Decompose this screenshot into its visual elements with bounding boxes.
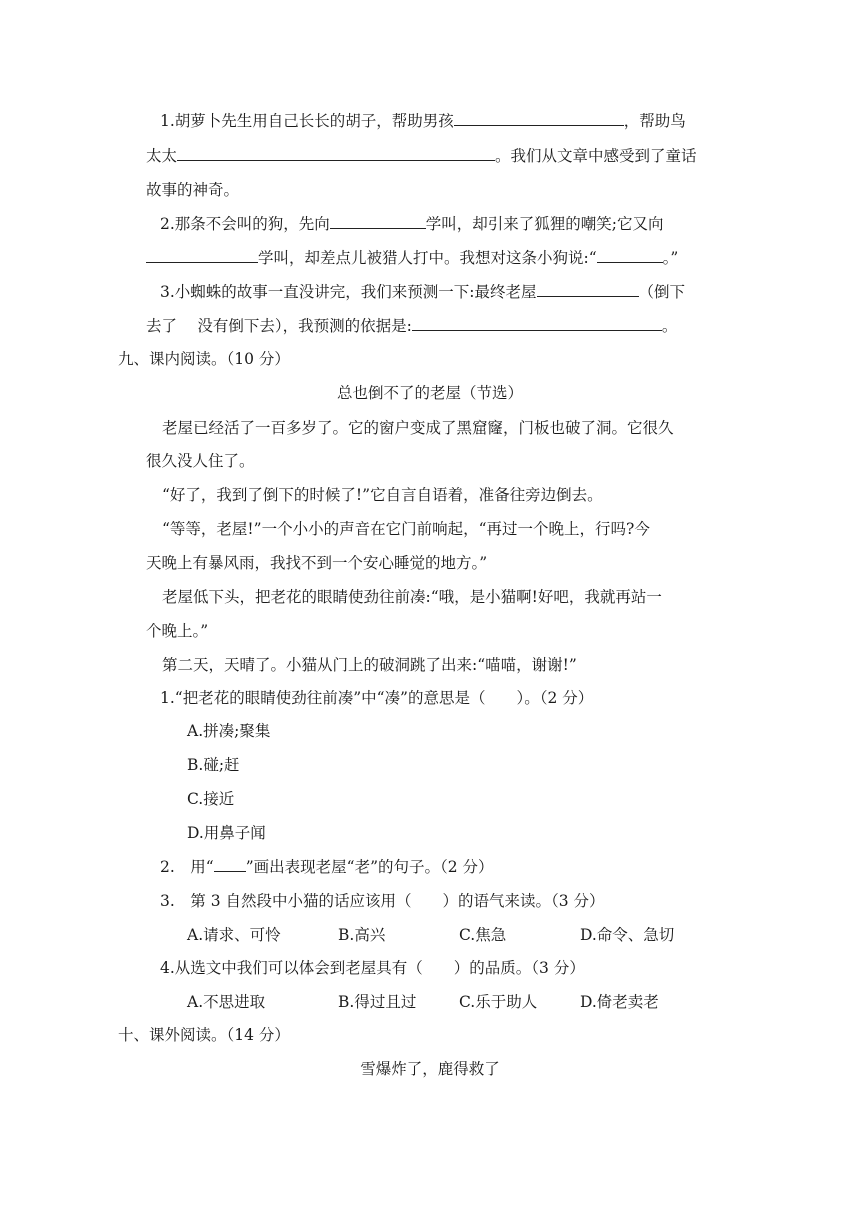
section9-title: 总也倒不了的老屋（节选） — [336, 384, 523, 402]
paragraph-line: “等等，老屋!”一个小小的声音在它门前响起，“再过一个晚上，行吗?今 — [162, 520, 650, 538]
answer-blank[interactable] — [454, 111, 624, 126]
answer-blank[interactable] — [597, 248, 663, 263]
section10-title: 雪爆炸了，鹿得救了 — [360, 1060, 500, 1078]
fill-q1-line2 — [146, 146, 697, 166]
fill-q2-line1 — [160, 214, 664, 234]
fill-q1-text-e: 故事的神奇。 — [146, 181, 240, 199]
question-4-option-c[interactable]: C.乐于助人 — [459, 993, 538, 1011]
fill-q1-text-a: 1.胡萝卜先生用自己长长的胡子，帮助男孩 — [160, 112, 454, 130]
question-3-stem: 3. 第 3 自然段中小猫的话应该用（ ）的语气来读。（3 分） — [160, 892, 605, 910]
answer-blank[interactable] — [146, 248, 258, 263]
question-2-text-b: ”画出表现老屋“老”的句子。（2 分） — [245, 858, 494, 876]
question-2-stem — [160, 857, 494, 877]
fill-q3-text-c: 去了 没有倒下去），我预测的依据是: — [146, 317, 412, 335]
fill-q1-text-c: 太太 — [146, 147, 178, 165]
answer-blank[interactable] — [330, 214, 426, 229]
answer-blank[interactable] — [177, 146, 495, 161]
paragraph-line: 很久没人住了。 — [146, 452, 255, 470]
question-3-option-d[interactable]: D.命令、急切 — [580, 926, 675, 944]
underline-sample — [214, 857, 246, 872]
fill-q3-text-b: （倒下 — [638, 283, 686, 301]
paragraph-line: 第二天，天晴了。小猫从门上的破洞跳了出来:“喵喵，谢谢!” — [162, 656, 577, 674]
fill-q2-line2 — [146, 248, 678, 268]
paragraph-line: 个晚上。” — [146, 622, 209, 640]
question-3-option-a[interactable]: A.请求、可怜 — [187, 926, 281, 944]
question-1-option-c[interactable]: C.接近 — [187, 790, 235, 808]
fill-q2-text-d: 。” — [662, 249, 679, 267]
paragraph-line: 老屋已经活了一百多岁了。它的窗户变成了黑窟窿，门板也破了洞。它很久 — [162, 419, 674, 437]
fill-q3-line2 — [146, 316, 677, 336]
question-2-text-a: 2. 用“ — [160, 858, 214, 876]
question-4-option-d[interactable]: D.倚老卖老 — [580, 993, 659, 1011]
answer-blank[interactable] — [537, 282, 639, 297]
fill-q2-text-a: 2.那条不会叫的狗，先向 — [160, 215, 330, 233]
fill-q1-line1 — [160, 111, 686, 131]
section9-heading: 九、课内阅读。（10 分） — [118, 350, 290, 368]
answer-blank[interactable] — [412, 316, 662, 331]
fill-q1-text-b: ，帮助鸟 — [623, 112, 686, 130]
fill-q3-text-d: 。 — [661, 317, 678, 335]
fill-q1-text-d: 。我们从文章中感受到了童话 — [495, 147, 697, 165]
fill-q3-line1 — [160, 282, 685, 302]
question-4-option-b[interactable]: B.得过且过 — [338, 993, 417, 1011]
question-3-option-c[interactable]: C.焦急 — [459, 926, 507, 944]
question-1-option-a[interactable]: A.拼凑;聚集 — [187, 722, 271, 740]
question-4-option-a[interactable]: A.不思进取 — [187, 993, 266, 1011]
fill-q1-line3 — [146, 180, 239, 200]
fill-q2-text-c: 学叫，却差点儿被猎人打中。我想对这条小狗说:“ — [258, 249, 597, 267]
paragraph-line: “好了，我到了倒下的时候了!”它自言自语着，准备往旁边倒去。 — [162, 486, 603, 504]
question-3-option-b[interactable]: B.高兴 — [338, 926, 386, 944]
question-1-option-b[interactable]: B.碰;赶 — [187, 756, 240, 774]
paragraph-line: 天晚上有暴风雨，我找不到一个安心睡觉的地方。” — [146, 554, 488, 572]
question-4-stem: 4.从选文中我们可以体会到老屋具有（ ）的品质。（3 分） — [160, 959, 585, 977]
question-1-stem: 1.“把老花的眼睛使劲往前凑”中“凑”的意思是（ ）。（2 分） — [160, 689, 594, 707]
question-1-option-d[interactable]: D.用鼻子闻 — [187, 824, 266, 842]
fill-q3-text-a: 3.小蜘蛛的故事一直没讲完，我们来预测一下:最终老屋 — [160, 283, 537, 301]
fill-q2-text-b: 学叫，却引来了狐狸的嘲笑;它又向 — [425, 215, 664, 233]
section10-heading: 十、课外阅读。（14 分） — [118, 1026, 290, 1044]
paragraph-line: 老屋低下头，把老花的眼睛使劲往前凑:“哦，是小猫啊!好吧，我就再站一 — [162, 588, 662, 606]
